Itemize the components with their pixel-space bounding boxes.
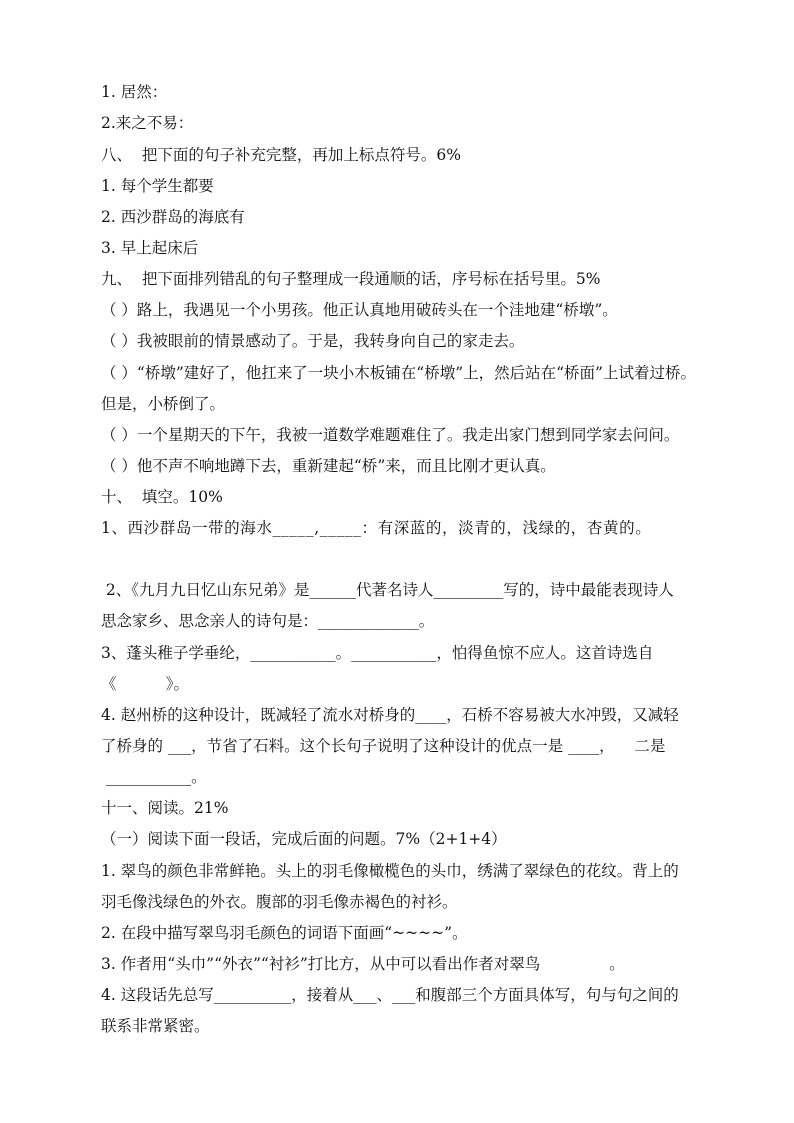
text-line: （ ）我被眼前的情景感动了。于是，我转身向自己的家走去。 <box>101 332 525 350</box>
text-line: 4. 这段话先总写__________，接着从___、___和腹部三个方面具体写，句与句之间的 <box>101 986 679 1004</box>
text-line: 2.来之不易： <box>101 114 194 132</box>
section-heading: 九、 把下面排列错乱的句子整理成一段通顺的话，序号标在括号里。5% <box>101 270 601 288</box>
text-line: 1. 翠鸟的颜色非常鲜艳。头上的羽毛像橄榄色的头巾，绣满了翠绿色的花纹。背上的 <box>101 862 679 880</box>
text-line: 《 》。 <box>101 675 190 693</box>
text-line: 3. 早上起床后 <box>101 239 199 257</box>
text-line: （ ）他不声不响地蹲下去，重新建起“桥”来，而且比刚才更认真。 <box>101 457 556 475</box>
text-line: 1. 每个学生都要 <box>101 177 214 195</box>
text-line: （ ）“桥墩”建好了，他扛来了一块小木板铺在“桥墩”上，然后站在“桥面”上试着过桥。 <box>101 364 696 382</box>
text-line: 了桥身的 ___，节省了石料。这个长句子说明了这种设计的优点一是 ____， 二是 <box>101 737 666 755</box>
text-line: （一）阅读下面一段话，完成后面的问题。7%（2+1+4） <box>101 830 507 848</box>
text-line: 但是，小桥倒了。 <box>101 395 226 413</box>
section-heading: 八、 把下面的句子补充完整，再加上标点符号。6% <box>101 146 461 164</box>
text-line: 2. 西沙群岛的海底有 <box>101 208 245 226</box>
section-heading: 十一、阅读。21% <box>101 799 229 817</box>
section-heading: 十、 填空。10% <box>101 488 223 506</box>
text-line: 2、《九月九日忆山东兄弟》是______代著名诗人_________写的，诗中最能表现诗人 <box>101 581 674 599</box>
text-line: 1. 居然： <box>101 83 168 101</box>
text-line: 3. 作者用“头巾”“外衣”“衬衫”打比方，从中可以看出作者对翠鸟 。 <box>101 955 625 973</box>
text-line: 羽毛像浅绿色的外衣。腹部的羽毛像赤褐色的衬衫。 <box>101 893 458 911</box>
text-line: ___________。 <box>101 768 207 786</box>
text-line: 联系非常紧密。 <box>101 1017 210 1035</box>
text-line: 2. 在段中描写翠鸟羽毛颜色的词语下面画“~~~~”。 <box>101 924 468 942</box>
text-line: 1、西沙群岛一带的海水_____,_____：有深蓝的，淡青的，浅绿的，杏黄的。 <box>101 519 652 537</box>
text-line: 思念家乡、思念亲人的诗句是：_____________。 <box>101 612 435 630</box>
text-line: （ ）路上，我遇见一个小男孩。他正认真地用破砖头在一个洼地建“桥墩”。 <box>101 301 618 319</box>
text-line: （ ）一个星期天的下午，我被一道数学难题难住了。我走出家门想到同学家去问问。 <box>101 426 680 444</box>
text-line: 4. 赵州桥的这种设计，既减轻了流水对桥身的____，石桥不容易被大水冲毁，又减轻 <box>101 706 679 724</box>
text-line: 3、蓬头稚子学垂纶，___________。___________，怕得鱼惊不应人。这首诗选自 <box>101 644 654 662</box>
